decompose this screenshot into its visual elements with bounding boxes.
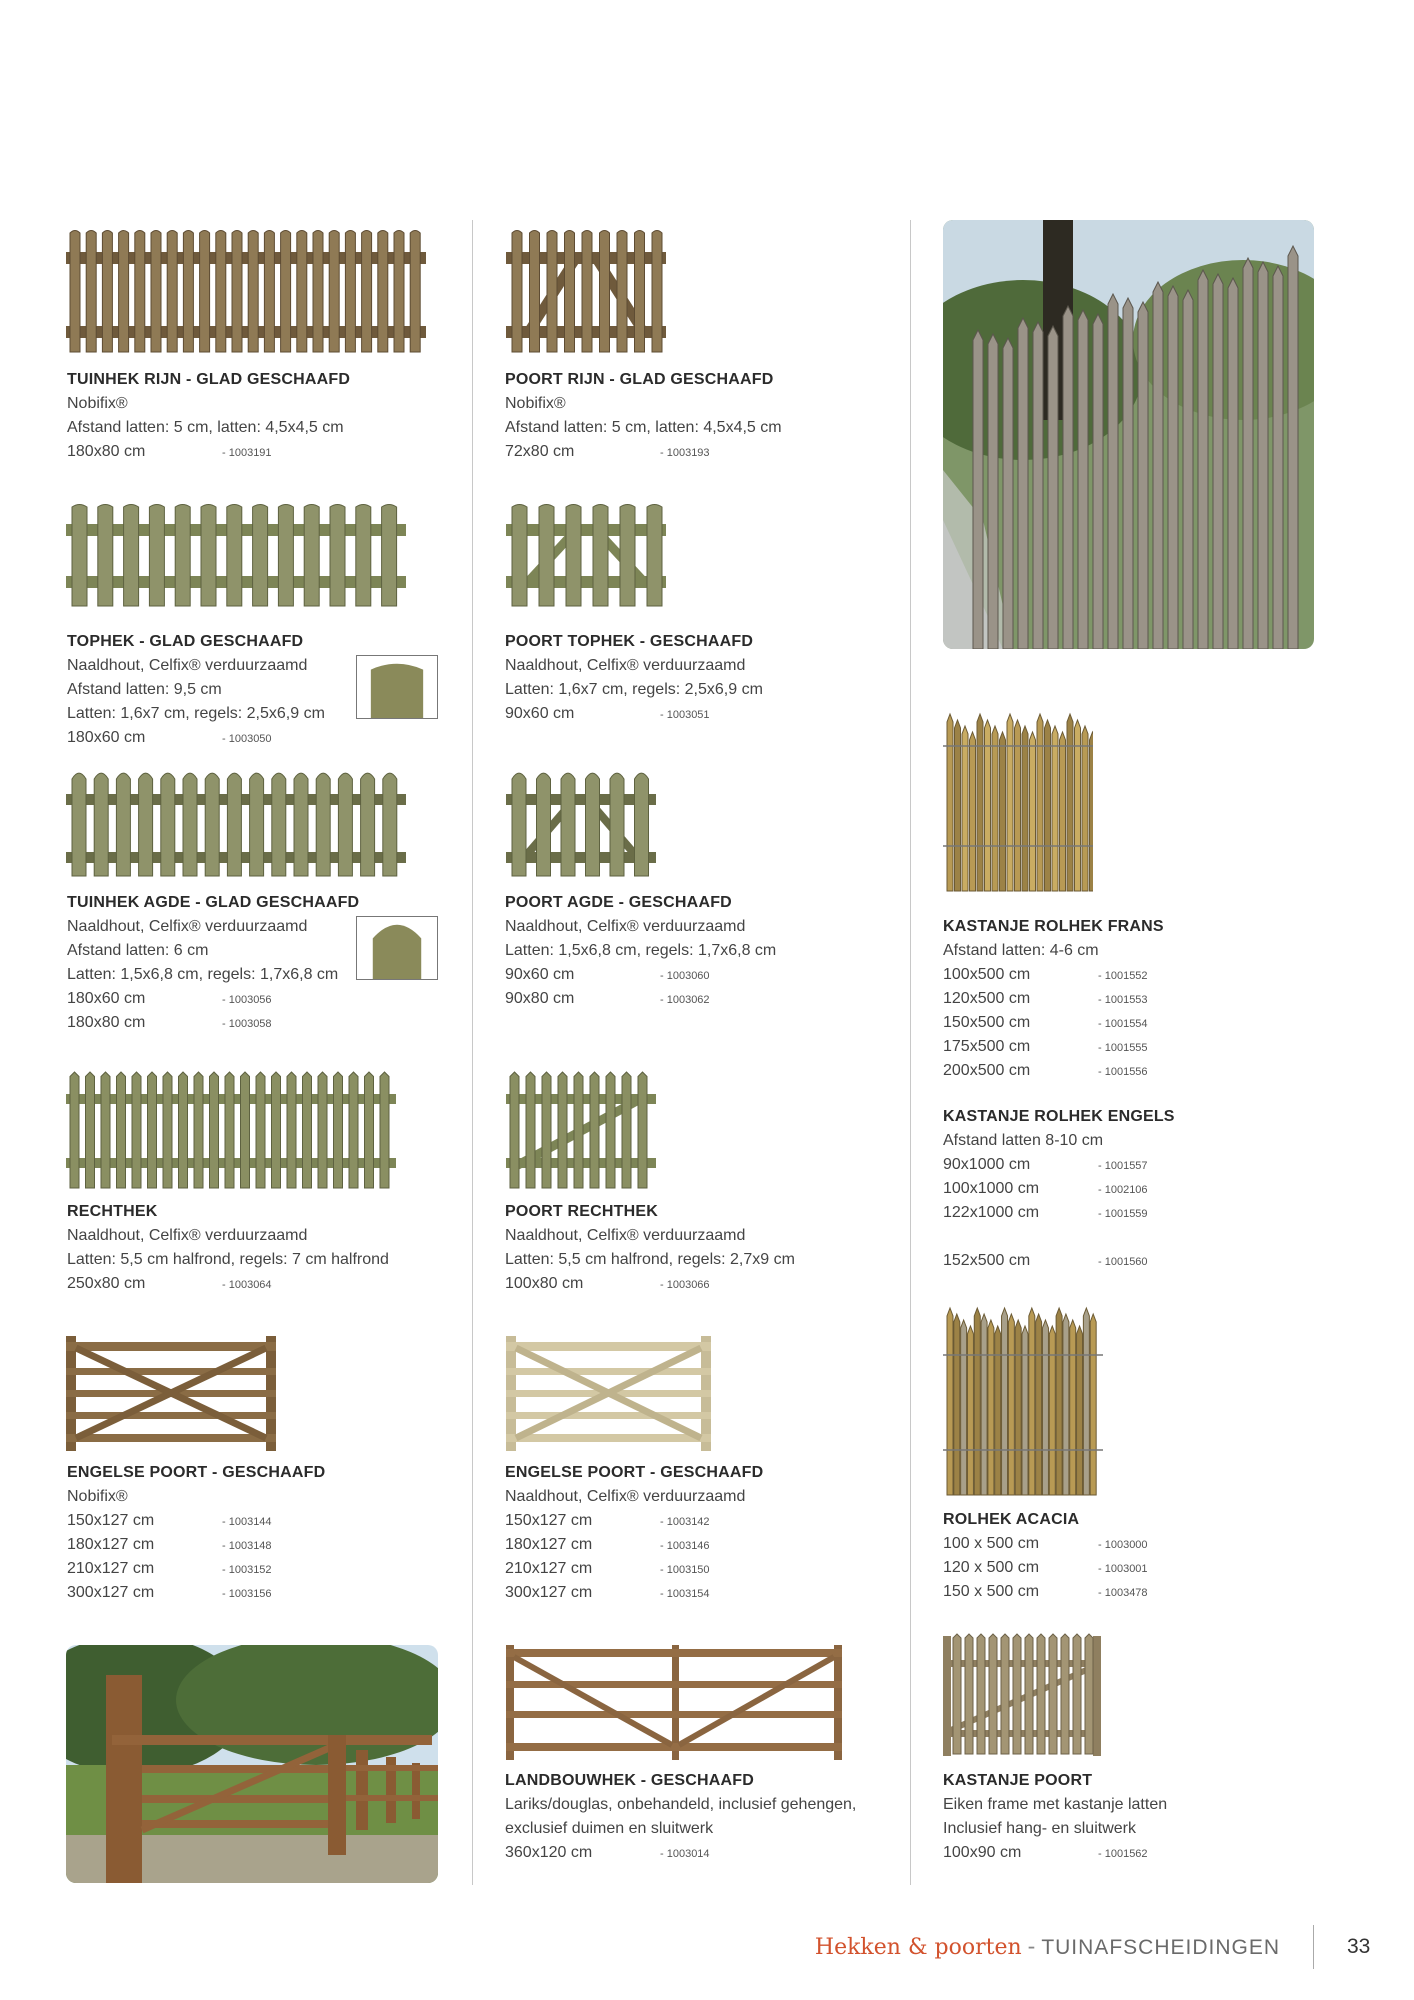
column-divider-2	[910, 220, 911, 1885]
product-title: RECHTHEK	[67, 1203, 158, 1220]
variant-row: 100x80 cm - 1003066	[505, 1275, 710, 1292]
variant-row: 210x127 cm - 1003150	[505, 1560, 710, 1577]
variant-row: 90x1000 cm - 1001557	[943, 1156, 1148, 1173]
product-title: KASTANJE POORT	[943, 1772, 1093, 1789]
product-spec: Nobifix®	[67, 1488, 128, 1505]
variant-row: 250x80 cm - 1003064	[67, 1275, 272, 1292]
product-title: POORT AGDE - GESCHAAFD	[505, 894, 732, 911]
variant-row: 180x60 cm - 1003050	[67, 729, 272, 746]
variant-row: 180x60 cm - 1003056	[67, 990, 272, 1007]
product-spec: Afstand latten: 6 cm	[67, 942, 209, 959]
variant-row: 120 x 500 cm - 1003001	[943, 1559, 1148, 1576]
page-number: 33	[1347, 1935, 1371, 1958]
product-spec: Latten: 1,5x6,8 cm, regels: 1,7x6,8 cm	[505, 942, 777, 959]
product-spec: Nobifix®	[505, 395, 566, 412]
product-title: ENGELSE POORT - GESCHAAFD	[67, 1464, 326, 1481]
photo-farm-gate	[66, 1645, 438, 1883]
product-landbouwhek	[505, 1769, 900, 1865]
page-footer	[0, 1933, 1414, 1973]
product-spec: Afstand latten 8-10 cm	[943, 1132, 1104, 1149]
product-image-tuinhek-agde	[66, 766, 406, 881]
product-image-rolhek-frans	[943, 706, 1093, 896]
footer-section-title: Hekken & poorten - TUINAFSCHEIDINGEN	[814, 1933, 1280, 1960]
variant-row: 90x80 cm - 1003062	[505, 990, 710, 1007]
column-divider-1	[472, 220, 473, 1885]
product-kastanje-poort	[943, 1769, 1323, 1865]
product-rolhek-acacia	[943, 1508, 1323, 1604]
variant-row: 90x60 cm - 1003060	[505, 966, 710, 983]
product-spec: Inclusief hang- en sluitwerk	[943, 1820, 1136, 1837]
variant-row: 300x127 cm - 1003154	[505, 1584, 710, 1601]
variant-row: 100x90 cm - 1001562	[943, 1844, 1148, 1861]
product-spec: Naaldhout, Celfix® verduurzaamd	[505, 1488, 746, 1505]
product-image-poort-rechthek	[506, 1066, 656, 1191]
product-image-tophek	[66, 496, 406, 611]
variant-row: 100x500 cm - 1001552	[943, 966, 1148, 983]
product-spec: Naaldhout, Celfix® verduurzaamd	[67, 1227, 308, 1244]
product-kastanje-rolhek-frans	[943, 915, 1323, 1083]
variant-row: 100x1000 cm - 1002106	[943, 1180, 1148, 1197]
product-title: KASTANJE ROLHEK ENGELS	[943, 1108, 1175, 1125]
product-image-rechthek	[66, 1066, 396, 1191]
variant-row: 150 x 500 cm - 1003478	[943, 1583, 1148, 1600]
product-poort-rijn	[505, 368, 895, 464]
product-tophek	[67, 630, 367, 750]
product-spec: Latten: 5,5 cm halfrond, regels: 2,7x9 cm	[505, 1251, 795, 1268]
product-title: POORT TOPHEK - GESCHAAFD	[505, 633, 754, 650]
product-poort-tophek	[505, 630, 895, 726]
product-spec: Eiken frame met kastanje latten	[943, 1796, 1168, 1813]
product-image-tuinhek-rijn	[66, 226, 426, 356]
product-image-landbouwhek	[506, 1645, 842, 1760]
product-title: POORT RECHTHEK	[505, 1203, 659, 1220]
product-spec: Nobifix®	[67, 395, 128, 412]
variant-row: 120x500 cm - 1001553	[943, 990, 1148, 1007]
footer-divider	[1313, 1925, 1314, 1969]
product-title: KASTANJE ROLHEK FRANS	[943, 918, 1164, 935]
variant-row: 180x127 cm - 1003146	[505, 1536, 710, 1553]
product-title: TUINHEK RIJN - GLAD GESCHAAFD	[67, 371, 351, 388]
variant-row: 122x1000 cm - 1001559	[943, 1204, 1148, 1221]
product-title: TOPHEK - GLAD GESCHAAFD	[67, 633, 304, 650]
variant-row: 300x127 cm - 1003156	[67, 1584, 272, 1601]
picket-profile-thumb-round	[356, 916, 438, 980]
product-engelse-poort-nobifix	[67, 1461, 457, 1605]
variant-row: 180x127 cm - 1003148	[67, 1536, 272, 1553]
variant-row: 210x127 cm - 1003152	[67, 1560, 272, 1577]
product-image-poort-tophek	[506, 496, 666, 611]
variant-row: 150x127 cm - 1003142	[505, 1512, 710, 1529]
variant-row: 72x80 cm - 1003193	[505, 443, 710, 460]
product-image-poort-rijn	[506, 226, 666, 356]
product-image-kastanje-poort	[943, 1630, 1108, 1760]
variant-row: 180x80 cm - 1003058	[67, 1014, 272, 1031]
product-spec: Naaldhout, Celfix® verduurzaamd	[67, 918, 308, 935]
product-engelse-poort-celfix	[505, 1461, 895, 1605]
product-image-rolhek-acacia	[943, 1300, 1103, 1500]
footer-brand: Hekken & poorten	[814, 1935, 1022, 1960]
product-spec: Latten: 1,5x6,8 cm, regels: 1,7x6,8 cm	[67, 966, 339, 983]
product-tuinhek-rijn	[67, 368, 457, 464]
product-spec: Naaldhout, Celfix® verduurzaamd	[505, 657, 746, 674]
product-spec: Naaldhout, Celfix® verduurzaamd	[505, 918, 746, 935]
variant-row: 175x500 cm - 1001555	[943, 1038, 1148, 1055]
product-spec: Afstand latten: 5 cm, latten: 4,5x4,5 cm	[505, 419, 782, 436]
product-spec: Naaldhout, Celfix® verduurzaamd	[505, 1227, 746, 1244]
picket-profile-thumb-flat	[356, 655, 438, 719]
product-title: POORT RIJN - GLAD GESCHAAFD	[505, 371, 774, 388]
product-tuinhek-agde	[67, 891, 367, 1035]
product-kastanje-rolhek-engels	[943, 1105, 1323, 1273]
variant-row: 180x80 cm - 1003191	[67, 443, 272, 460]
product-spec: Lariks/douglas, onbehandeld, inclusief gehengen,	[505, 1796, 857, 1813]
variant-row: 360x120 cm - 1003014	[505, 1844, 710, 1861]
footer-category: TUINAFSCHEIDINGEN	[1041, 1936, 1280, 1959]
product-spec: Afstand latten: 5 cm, latten: 4,5x4,5 cm	[67, 419, 344, 436]
product-spec: Latten: 1,6x7 cm, regels: 2,5x6,9 cm	[505, 681, 763, 698]
product-spec: Latten: 1,6x7 cm, regels: 2,5x6,9 cm	[67, 705, 325, 722]
product-image-engelse-poort-celfix	[506, 1330, 711, 1455]
product-spec: Latten: 5,5 cm halfrond, regels: 7 cm halfrond	[67, 1251, 389, 1268]
product-poort-agde	[505, 891, 895, 1011]
variant-row: 100 x 500 cm - 1003000	[943, 1535, 1148, 1552]
product-spec: Afstand latten: 4-6 cm	[943, 942, 1099, 959]
variant-row: 150x500 cm - 1001554	[943, 1014, 1148, 1031]
product-title: LANDBOUWHEK - GESCHAAFD	[505, 1772, 755, 1789]
product-image-engelse-poort-nobifix	[66, 1330, 276, 1455]
product-title: TUINHEK AGDE - GLAD GESCHAAFD	[67, 894, 360, 911]
product-spec: exclusief duimen en sluitwerk	[505, 1820, 714, 1837]
variant-row: 152x500 cm - 1001560	[943, 1252, 1148, 1269]
variant-row: 150x127 cm - 1003144	[67, 1512, 272, 1529]
photo-chestnut-fence	[943, 220, 1314, 649]
product-image-poort-agde	[506, 766, 656, 881]
product-title: ROLHEK ACACIA	[943, 1511, 1080, 1528]
variant-row: 90x60 cm - 1003051	[505, 705, 710, 722]
variant-row	[943, 1225, 1323, 1249]
product-title: ENGELSE POORT - GESCHAAFD	[505, 1464, 764, 1481]
variant-row: 200x500 cm - 1001556	[943, 1062, 1148, 1079]
product-spec: Afstand latten: 9,5 cm	[67, 681, 222, 698]
product-poort-rechthek	[505, 1200, 900, 1296]
product-rechthek	[67, 1200, 467, 1296]
product-spec: Naaldhout, Celfix® verduurzaamd	[67, 657, 308, 674]
